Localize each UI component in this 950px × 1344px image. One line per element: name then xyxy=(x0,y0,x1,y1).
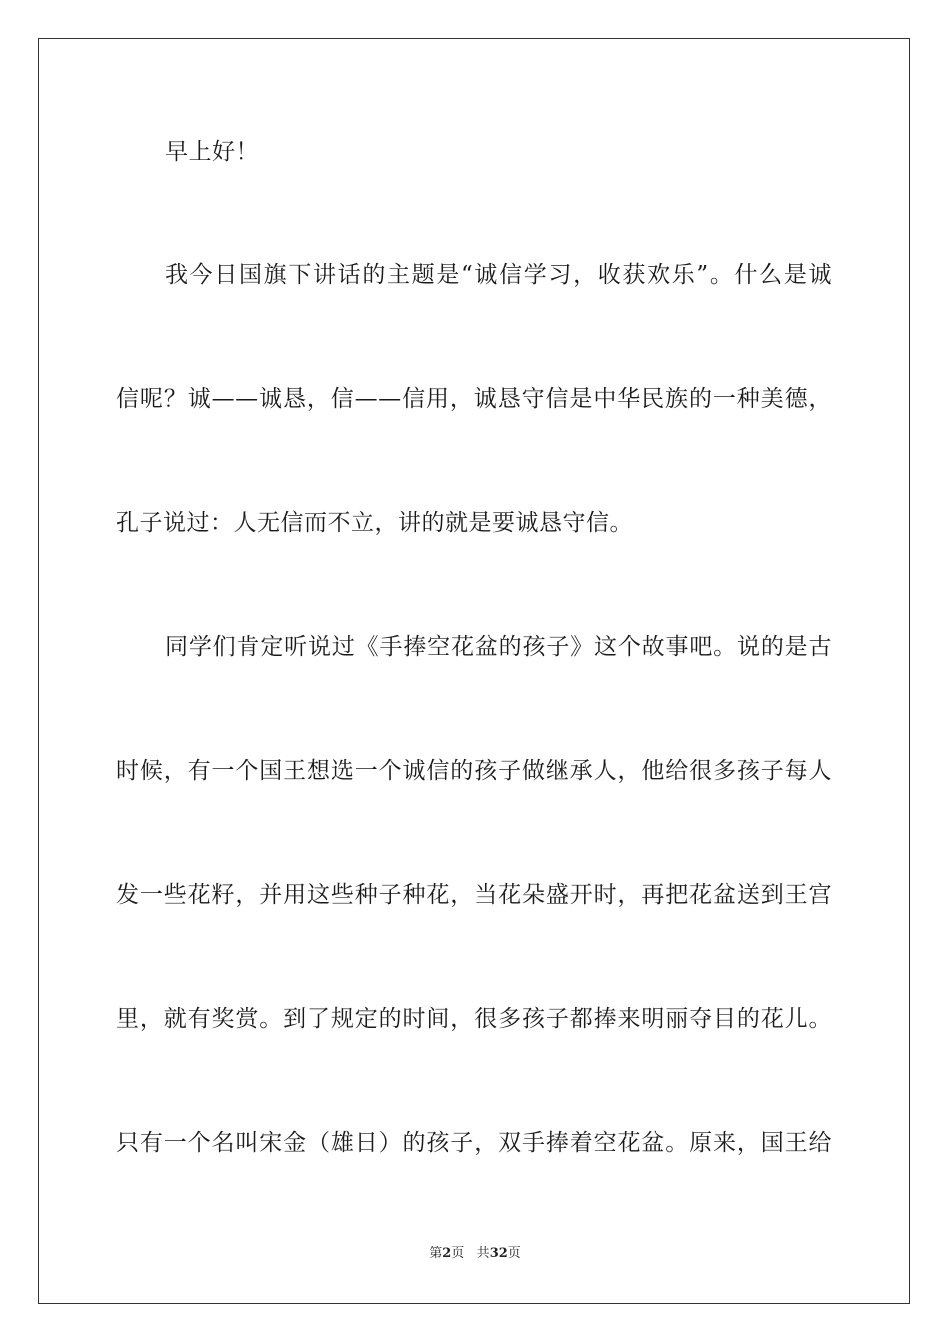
paragraph-1-line-1: 我今日国旗下讲话的主题是“诚信学习，收获欢乐”。什么是诚 xyxy=(165,262,832,288)
paragraph-1-line-2: 信呢？诚——诚恳，信——信用，诚恳守信是中华民族的一种美德， xyxy=(116,386,832,412)
paragraph-2-line-2: 时候，有一个国王想选一个诚信的孩子做继承人，他给很多孩子每人 xyxy=(116,758,832,784)
footer-page-number: 2 xyxy=(442,1246,452,1261)
paragraph-2-line-1: 同学们肯定听说过《手捧空花盆的孩子》这个故事吧。说的是古 xyxy=(165,634,832,660)
footer-total-prefix: 共 xyxy=(476,1246,490,1261)
footer-page-suffix: 页 xyxy=(451,1246,465,1261)
paragraph-2-line-5: 只有一个名叫宋金（雄日）的孩子，双手捧着空花盆。原来，国王给 xyxy=(116,1130,832,1156)
footer-total-suffix: 页 xyxy=(507,1246,521,1261)
paragraph-2-line-4: 里，就有奖赏。到了规定的时间，很多孩子都捧来明丽夺目的花儿。 xyxy=(116,1006,832,1032)
page-footer xyxy=(0,1245,950,1263)
greeting-text: 早上好！ xyxy=(165,139,259,165)
page-border xyxy=(38,38,910,1304)
paragraph-1-line-3: 孔子说过：人无信而不立，讲的就是要诚恳守信。 xyxy=(116,510,633,536)
footer-prefix: 第 xyxy=(429,1246,443,1261)
paragraph-2-line-3: 发一些花籽，并用这些种子种花，当花朵盛开时，再把花盆送到王宫 xyxy=(116,882,832,908)
footer-total-pages: 32 xyxy=(489,1246,508,1261)
